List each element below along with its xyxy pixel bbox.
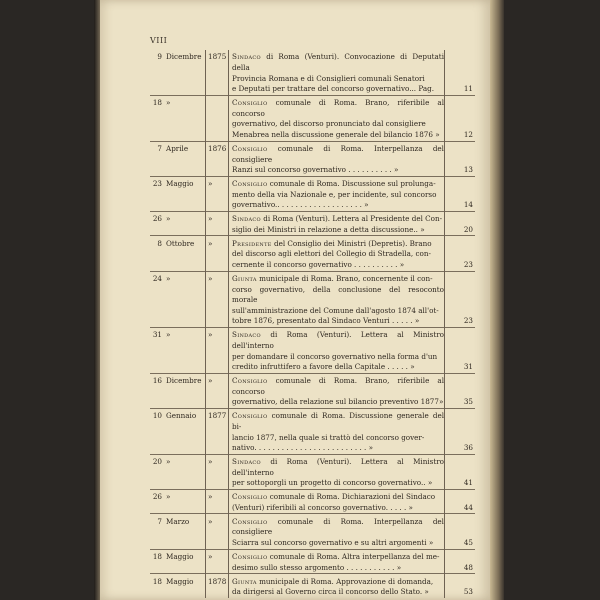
- entry-day: 31: [152, 330, 162, 340]
- entry-day-month: [150, 52, 202, 63]
- entry-day-month: [150, 98, 202, 109]
- entry-day: 7: [157, 516, 162, 526]
- entry-description: [229, 272, 445, 328]
- entry-day-month: [150, 457, 202, 468]
- description-line: [232, 52, 444, 73]
- index-entry: [150, 514, 475, 549]
- entry-lead-word: Consiglio: [232, 492, 268, 502]
- entry-page-number: 11: [445, 50, 476, 95]
- index-entry: [150, 490, 475, 514]
- entry-page-number: 35: [445, 374, 476, 409]
- entry-date: [150, 514, 206, 549]
- entry-date: [150, 212, 206, 236]
- index-entry: [150, 409, 475, 454]
- entry-year: »: [208, 330, 213, 340]
- description-line: [232, 492, 444, 503]
- entry-page-number: 14: [445, 177, 476, 212]
- entry-date: [150, 96, 206, 141]
- entry-date: [150, 409, 206, 454]
- description-text: comunale di Roma. Altra interpellanza del me-: [269, 552, 440, 561]
- entry-date: [150, 490, 206, 514]
- entry-month: Maggio: [166, 552, 194, 561]
- index-entry: [150, 550, 475, 574]
- entry-date: [150, 374, 206, 409]
- entry-description: [229, 550, 445, 574]
- entry-lead-word: Presidente: [232, 238, 272, 248]
- entry-day: 26: [152, 214, 162, 224]
- description-text: di Roma (Venturi). Lettera al Presidente del Con-: [263, 214, 443, 224]
- description-line: [232, 330, 444, 351]
- entry-month: Marzo: [166, 516, 190, 526]
- entry-description: [229, 409, 445, 454]
- entry-year: »: [208, 214, 213, 224]
- entry-lead-word: Consiglio: [232, 143, 268, 153]
- entry-date: [150, 272, 206, 328]
- entry-day: 7: [157, 143, 162, 153]
- description-line: Sciarra sul concorso governativo e su altri argomenti »: [232, 538, 434, 548]
- entry-date: [150, 142, 206, 177]
- entry-year: »: [208, 179, 213, 189]
- description-line: credito infruttifero a favore della Capitale . . . . . »: [232, 362, 415, 372]
- description-text: di Roma (Venturi). Lettera al Ministro dell'interno: [232, 457, 444, 477]
- entry-lead-word: Sindaco: [232, 457, 261, 467]
- entry-day-month: [150, 179, 202, 190]
- entry-day-month: [150, 517, 202, 528]
- index-entry: [150, 142, 475, 177]
- entry-page-number: 12: [445, 96, 476, 141]
- entry-day-month: [150, 577, 202, 588]
- entry-year: »: [208, 376, 213, 386]
- entry-lead-word: Consiglio: [232, 516, 268, 526]
- entry-date: [150, 236, 206, 271]
- entry-month: »: [166, 98, 171, 108]
- description-line: [232, 274, 444, 285]
- description-text: comunale di Roma. Brano, riferibile al concorso: [232, 98, 445, 118]
- index-entry: [150, 96, 475, 141]
- index-entry: [150, 177, 475, 212]
- description-line: per domandare il concorso governativo nella forma d'un: [232, 351, 438, 361]
- entry-day: 26: [152, 492, 162, 502]
- entry-lead-word: Consiglio: [232, 411, 268, 421]
- entry-page-number: 31: [445, 328, 476, 373]
- entry-description: [229, 490, 445, 514]
- entry-day-month: [150, 552, 202, 563]
- entry-lead-word: Consiglio: [232, 98, 268, 108]
- index-entry: [150, 212, 475, 236]
- entry-description: [229, 50, 445, 95]
- entry-year: 1878: [208, 576, 227, 586]
- description-text: comunale di Roma. Interpellanza del consigliere: [232, 516, 444, 537]
- entry-date: [150, 550, 206, 574]
- description-line: mento della via Nazionale e, per incidente, sul concorso: [232, 189, 437, 199]
- description-line: siglio dei Ministri in relazione a detta discussione.. »: [232, 224, 425, 234]
- entry-page-number: 13: [445, 142, 476, 177]
- description-line: [232, 239, 444, 250]
- description-line: [232, 144, 444, 165]
- entry-month: »: [166, 457, 171, 467]
- entry-lead-word: Sindaco: [232, 52, 261, 62]
- entry-month: Aprile: [166, 143, 189, 153]
- entry-month: Dicembre: [166, 52, 202, 62]
- entry-lead-word: Giunta: [232, 274, 257, 284]
- entry-year: [206, 96, 229, 141]
- index-entry: [150, 374, 475, 409]
- entry-year: »: [208, 492, 213, 502]
- description-line: Provincia Romana e di Consiglieri comunali Senatori: [232, 73, 425, 83]
- description-line: [232, 214, 444, 225]
- entry-year: »: [208, 516, 213, 526]
- description-text: comunale di Roma. Brano, riferibile al concorso: [232, 376, 445, 396]
- description-text: municipale di Roma. Approvazione di domanda,: [259, 576, 434, 586]
- entry-day-month: [150, 144, 202, 155]
- entry-description: [229, 142, 445, 177]
- description-line: da dirigersi al Governo circa il concorso dello Stato. »: [232, 587, 429, 597]
- index-entry: [150, 455, 475, 490]
- entry-day: 20: [152, 457, 162, 467]
- entry-month: »: [166, 492, 171, 502]
- entry-description: [229, 236, 445, 271]
- description-line: sull'amministrazione del Comune dall'agosto 1874 all'ot-: [232, 305, 439, 315]
- document-index-table: [150, 50, 475, 598]
- description-line: [232, 179, 444, 190]
- entry-month: »: [166, 214, 171, 224]
- description-line: Menabrea nella discussione generale del bilancio 1876 »: [232, 129, 440, 139]
- entry-page-number: 36: [445, 409, 476, 454]
- description-line: [232, 577, 444, 588]
- description-line: (Venturi) riferibili al concorso governativo. . . . . »: [232, 502, 413, 512]
- description-line: lancio 1877, nella quale si trattò del concorso gover-: [232, 432, 425, 442]
- entry-month: »: [166, 274, 171, 284]
- entry-day-month: [150, 239, 202, 250]
- entry-year: »: [208, 457, 213, 467]
- entry-description: [229, 328, 445, 373]
- description-line: [232, 552, 444, 563]
- entry-date: [150, 574, 206, 598]
- entry-lead-word: Consiglio: [232, 376, 268, 386]
- entry-day: 9: [157, 52, 162, 62]
- index-entry: [150, 50, 475, 95]
- entry-date: [150, 455, 206, 490]
- index-entry: [150, 272, 475, 328]
- description-line: tobre 1876, presentato dal Sindaco Venturi . . . . . »: [232, 316, 420, 326]
- entry-month: Maggio: [166, 179, 194, 189]
- entry-day-month: [150, 214, 202, 225]
- entry-lead-word: Consiglio: [232, 179, 268, 189]
- entry-description: [229, 455, 445, 490]
- index-entry: [150, 328, 475, 373]
- entry-day-month: [150, 274, 202, 285]
- page-edge: [490, 0, 504, 600]
- description-line: cernente il concorso governativo . . . . . . . . . . »: [232, 260, 405, 270]
- description-line: governativo.. . . . . . . . . . . . . . . . . . . »: [232, 200, 369, 210]
- entry-date: [150, 177, 206, 212]
- entry-description: [229, 177, 445, 212]
- entry-day: 24: [152, 274, 162, 284]
- entry-year: 1877: [208, 411, 227, 421]
- description-line: e Deputati per trattare del concorso governativo... Pag.: [232, 84, 435, 94]
- entry-description: [229, 212, 445, 236]
- entry-date: [150, 50, 206, 95]
- description-line: del discorso agli elettori del Collegio di Stradella, con-: [232, 249, 431, 259]
- entry-day: 8: [157, 238, 162, 248]
- description-text: comunale di Roma. Discussione generale del bi-: [232, 411, 444, 431]
- entry-page-number: 48: [445, 550, 476, 574]
- entry-day-month: [150, 411, 202, 422]
- description-text: di Roma (Venturi). Convocazione di Deputati della: [232, 52, 444, 72]
- entry-lead-word: Sindaco: [232, 214, 261, 224]
- entry-month: Ottobre: [166, 238, 195, 248]
- entry-day: 18: [152, 576, 162, 586]
- entry-page-number: 53: [445, 574, 476, 598]
- entry-description: [229, 514, 445, 549]
- entry-day: 10: [152, 411, 162, 421]
- entry-lead-word: Consiglio: [232, 552, 268, 561]
- entry-page-number: 44: [445, 490, 476, 514]
- description-line: [232, 457, 444, 478]
- entry-year: 1875: [208, 52, 227, 62]
- entry-month: Dicembre: [166, 376, 202, 386]
- entry-day-month: [150, 492, 202, 503]
- entry-day-month: [150, 330, 202, 341]
- entry-day: 18: [152, 98, 162, 108]
- description-text: comunale di Roma. Dichiarazioni del Sindaco: [269, 492, 436, 502]
- entry-page-number: 41: [445, 455, 476, 490]
- entry-year: »: [208, 238, 213, 248]
- index-entry: [150, 574, 475, 598]
- entry-day-month: [150, 376, 202, 387]
- entry-description: [229, 574, 445, 598]
- page-number: VIII: [150, 36, 168, 45]
- description-text: municipale di Roma. Brano, concernente il con-: [259, 274, 433, 284]
- description-line: nativo. . . . . . . . . . . . . . . . . . . . . . . . . »: [232, 443, 373, 453]
- entry-description: [229, 96, 445, 141]
- entry-year: 1876: [208, 143, 227, 153]
- description-line: governativo, della relazione sul bilancio preventivo 1877»: [232, 397, 444, 407]
- description-line: [232, 517, 444, 538]
- index-entry: [150, 236, 475, 271]
- description-line: [232, 376, 444, 397]
- entry-page-number: 23: [445, 272, 476, 328]
- entry-day: 23: [152, 179, 162, 189]
- description-text: di Roma (Venturi). Lettera al Ministro dell'interno: [232, 330, 444, 350]
- entry-month: Gennaio: [166, 411, 197, 421]
- description-line: desimo sullo stesso argomento . . . . . . . . . . . »: [232, 562, 402, 572]
- entry-page-number: 20: [445, 212, 476, 236]
- description-line: [232, 411, 444, 432]
- description-line: Ranzi sul concorso governativo . . . . . . . . . . »: [232, 165, 399, 175]
- entry-month: Maggio: [166, 576, 194, 586]
- entry-year: »: [208, 274, 213, 284]
- description-text: comunale di Roma. Discussione sul prolunga-: [269, 179, 436, 189]
- entry-day: 18: [152, 552, 162, 561]
- entry-lead-word: Sindaco: [232, 330, 261, 340]
- description-line: corso governativo, della conclusione del resoconto morale: [232, 284, 444, 305]
- description-text: del Consiglio dei Ministri (Depretis). Brano: [273, 238, 432, 248]
- entry-date: [150, 328, 206, 373]
- entry-page-number: 45: [445, 514, 476, 549]
- index-entries: [150, 50, 475, 598]
- entry-description: [229, 374, 445, 409]
- entry-day: 16: [152, 376, 162, 386]
- entry-page-number: 23: [445, 236, 476, 271]
- entry-year: »: [208, 552, 213, 561]
- entry-lead-word: Giunta: [232, 576, 257, 586]
- description-line: [232, 98, 444, 119]
- entry-month: »: [166, 330, 171, 340]
- description-text: comunale di Roma. Interpellanza del consigliere: [232, 143, 444, 164]
- description-line: governativo, del discorso pronunciato dal consigliere: [232, 119, 426, 129]
- description-line: per sottoporgli un progetto di concorso governativo.. »: [232, 478, 433, 488]
